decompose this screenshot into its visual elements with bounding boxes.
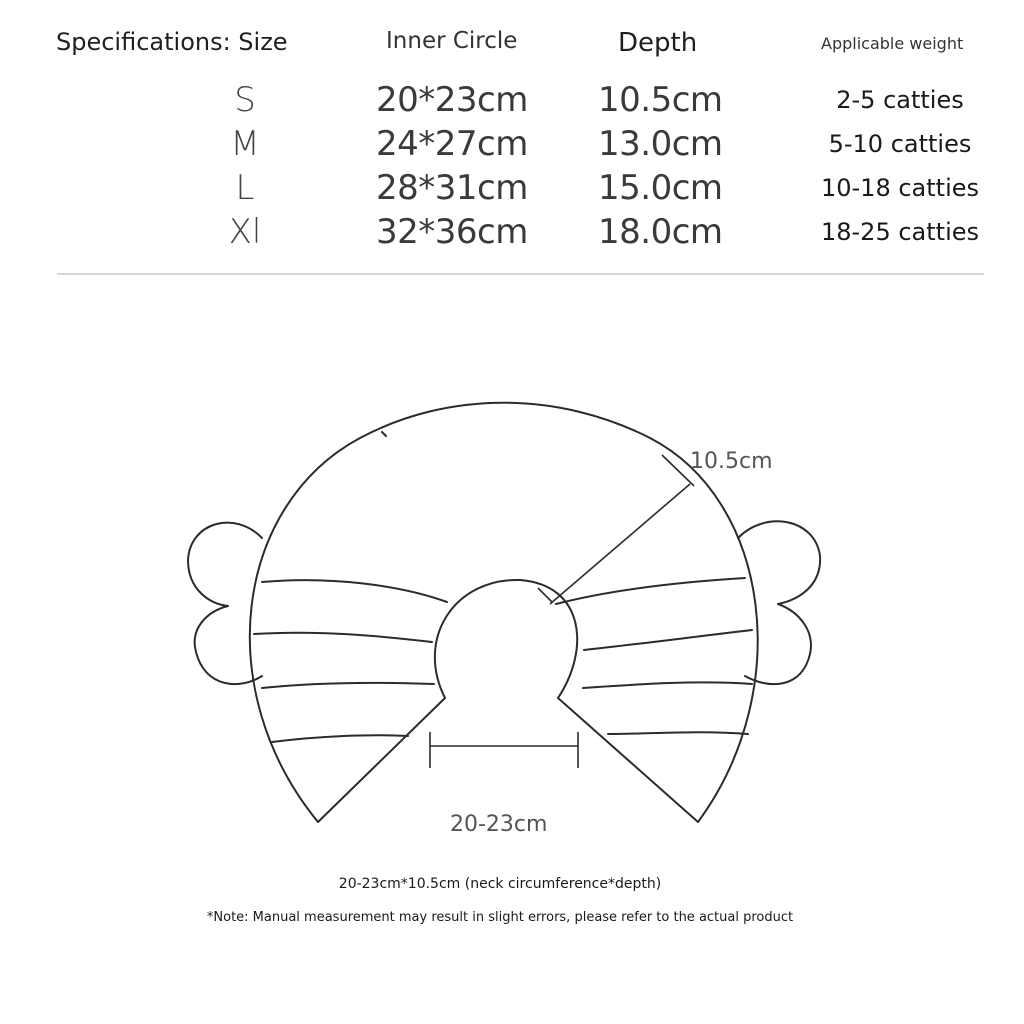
depth-cell: 10.5cm: [598, 80, 723, 120]
table-row: [0, 212, 1024, 256]
size-cell: S: [234, 80, 256, 120]
caption: 20-23cm*10.5cm (neck circumference*depth): [338, 876, 662, 892]
stripe: [608, 732, 748, 734]
stripe: [262, 580, 447, 602]
collar-diagram: [0, 300, 1024, 860]
stripe: [262, 683, 434, 688]
depth-label: 10.5cm: [690, 449, 773, 474]
depth-dimension-line: [538, 455, 694, 604]
collar-outline: [250, 403, 758, 822]
stripe: [556, 578, 745, 604]
inner-circle-cell: 20*23cm: [376, 80, 528, 120]
stripe: [272, 735, 408, 742]
stripe: [254, 633, 432, 642]
size-cell: L: [235, 168, 255, 208]
header-size: Specifications: Size: [56, 28, 288, 56]
inner-circle-cell: 28*31cm: [376, 168, 528, 208]
table-row: [0, 80, 1024, 124]
size-cell: Xl: [228, 212, 262, 252]
depth-cell: 15.0cm: [598, 168, 723, 208]
width-label: 20-23cm: [450, 812, 548, 837]
weight-cell: 2-5 catties: [836, 86, 964, 114]
inner-circle-cell: 24*27cm: [376, 124, 528, 164]
header-applicable-weight: Applicable weight: [821, 34, 964, 53]
size-cell: M: [230, 124, 260, 164]
table-row: [0, 168, 1024, 212]
stripe: [584, 630, 752, 650]
inner-circle-cell: 32*36cm: [376, 212, 528, 252]
depth-cell: 13.0cm: [598, 124, 723, 164]
header-inner-circle: Inner Circle: [386, 28, 518, 54]
measurement-note: *Note: Manual measurement may result in slight errors, please refer to the actual product: [206, 910, 794, 925]
weight-cell: 10-18 catties: [820, 174, 980, 202]
header-depth: Depth: [618, 28, 698, 58]
weight-cell: 5-10 catties: [828, 130, 972, 158]
table-row: [0, 124, 1024, 168]
weight-cell: 18-25 catties: [820, 218, 980, 246]
depth-cell: 18.0cm: [598, 212, 723, 252]
divider: [57, 273, 984, 275]
width-dimension-line: [430, 732, 578, 768]
stripe: [583, 682, 752, 688]
right-ear-shape: [738, 521, 820, 684]
